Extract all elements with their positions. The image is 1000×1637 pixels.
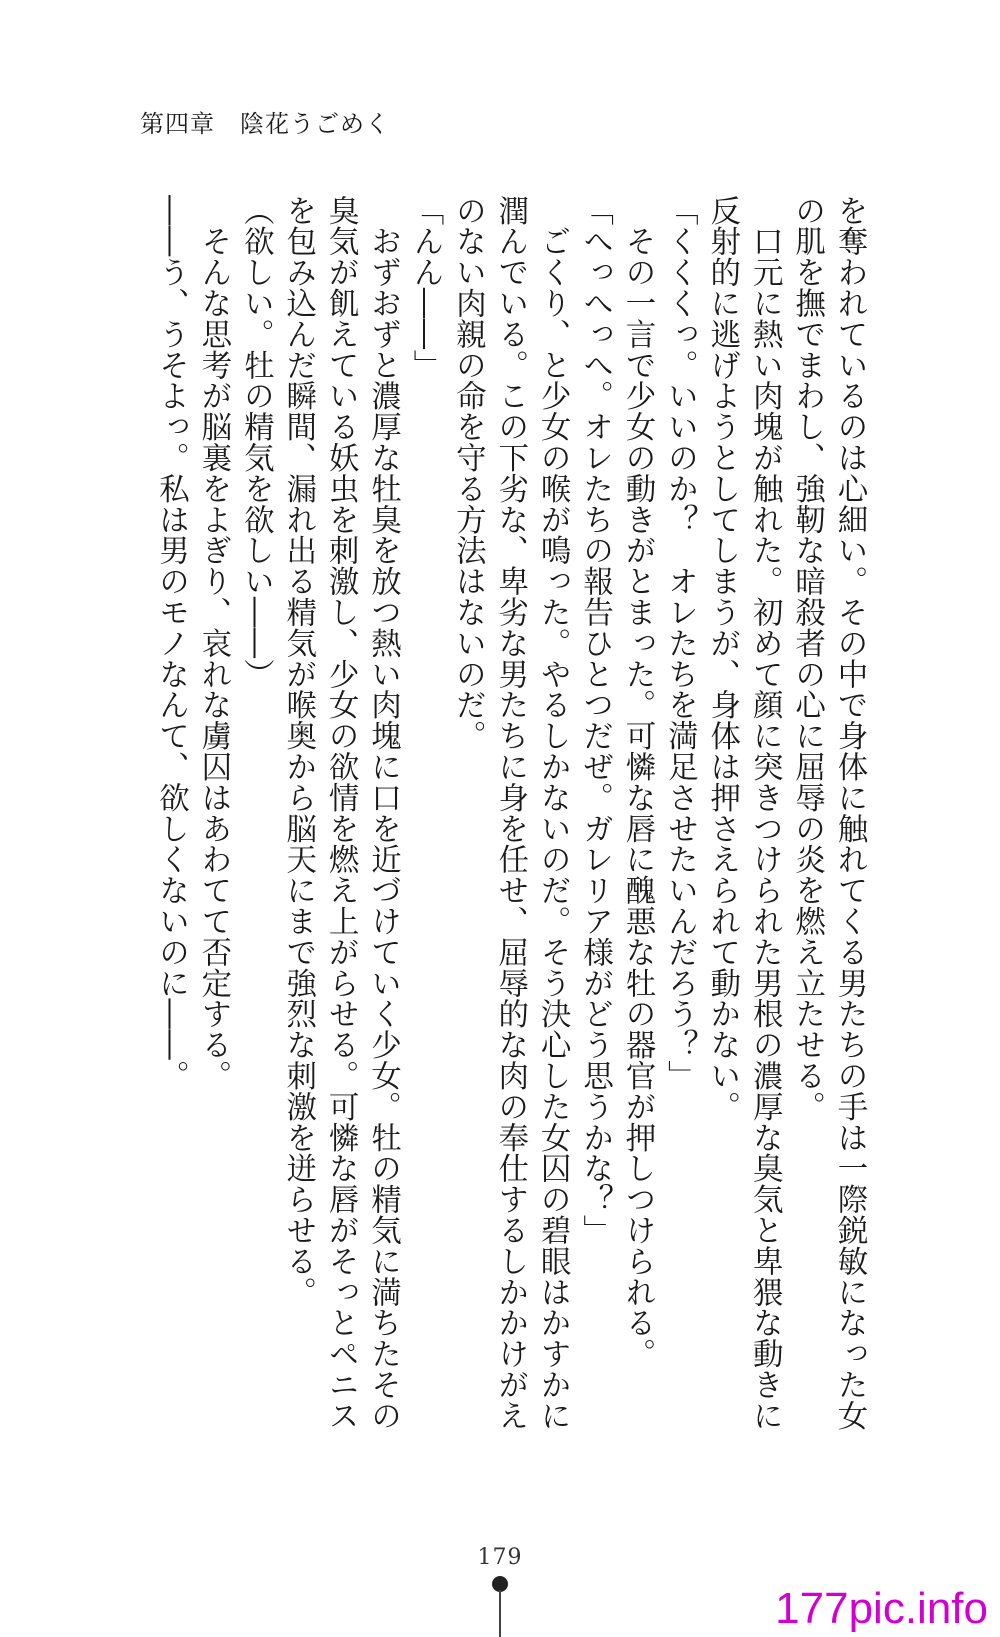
text-line: のない肉親の命を守る方法はないのだ。 <box>450 195 486 752</box>
text-line: 「へっへっへ。オレたちの報告ひとつだぜ。ガレリア様がどう思うかな？」 <box>577 195 613 1246</box>
body-text <box>149 195 870 1431</box>
text-line: （欲しい。牡の精気を欲しい――） <box>238 195 274 690</box>
text-line: ――う、うそよっ。私は男のモノなんて、欲しくないのに――。 <box>153 195 189 1092</box>
text-line: 潤んでいる。この下劣な、卑劣な男たちに身を任せ、屈辱的な肉の奉仕するしかかけがえ <box>492 195 528 1431</box>
text-line: 口元に熱い肉塊が触れた。初めて顔に突きつけられた男根の濃厚な臭気と卑猥な動きに <box>747 195 783 1431</box>
text-line: 「んん――」 <box>407 195 443 381</box>
page-marker-line <box>499 1590 501 1637</box>
text-line: を包み込んだ瞬間、漏れ出る精気が喉奥から脳天にまで強烈な刺激を迸らせる。 <box>280 195 316 1308</box>
text-line: を奪われているのは心細い。その中で身体に触れてくる男たちの手は一際鋭敏になった女 <box>832 195 867 1431</box>
page-number: 179 <box>477 1545 523 1570</box>
text-line: おずおずと濃厚な牡臭を放つ熱い肉塊に口を近づけていく少女。牡の精気に満ちたその <box>365 195 401 1431</box>
text-line: 臭気が飢えている妖虫を刺激し、少女の欲情を燃え上がらせる。可憐な唇がそっとペニス <box>323 195 359 1431</box>
text-line: 反射的に逃げようとしてしまうが、身体は押さえられて動かない。 <box>704 195 740 1122</box>
text-line: そんな思考が脳裏をよぎり、哀れな虜囚はあわてて否定する。 <box>195 195 231 1092</box>
watermark: 177pic.info <box>775 1584 988 1633</box>
chapter-title: 第四章 陰花うごめく <box>140 110 390 138</box>
text-line: 「くくくっ。いいのか？ オレたちを満足させたいんだろう？」 <box>662 195 698 1092</box>
text-line: その一言で少女の動きがとまった。可憐な唇に醜悪な牡の器官が押しつけられる。 <box>619 195 655 1370</box>
text-line: の肌を撫でまわし、強靭な暗殺者の心に屈辱の炎を燃え立たせる。 <box>789 195 825 1122</box>
text-line: ごくり、と少女の喉が鳴った。やるしかないのだ。そう決心した女囚の碧眼はかすかに <box>535 195 571 1431</box>
